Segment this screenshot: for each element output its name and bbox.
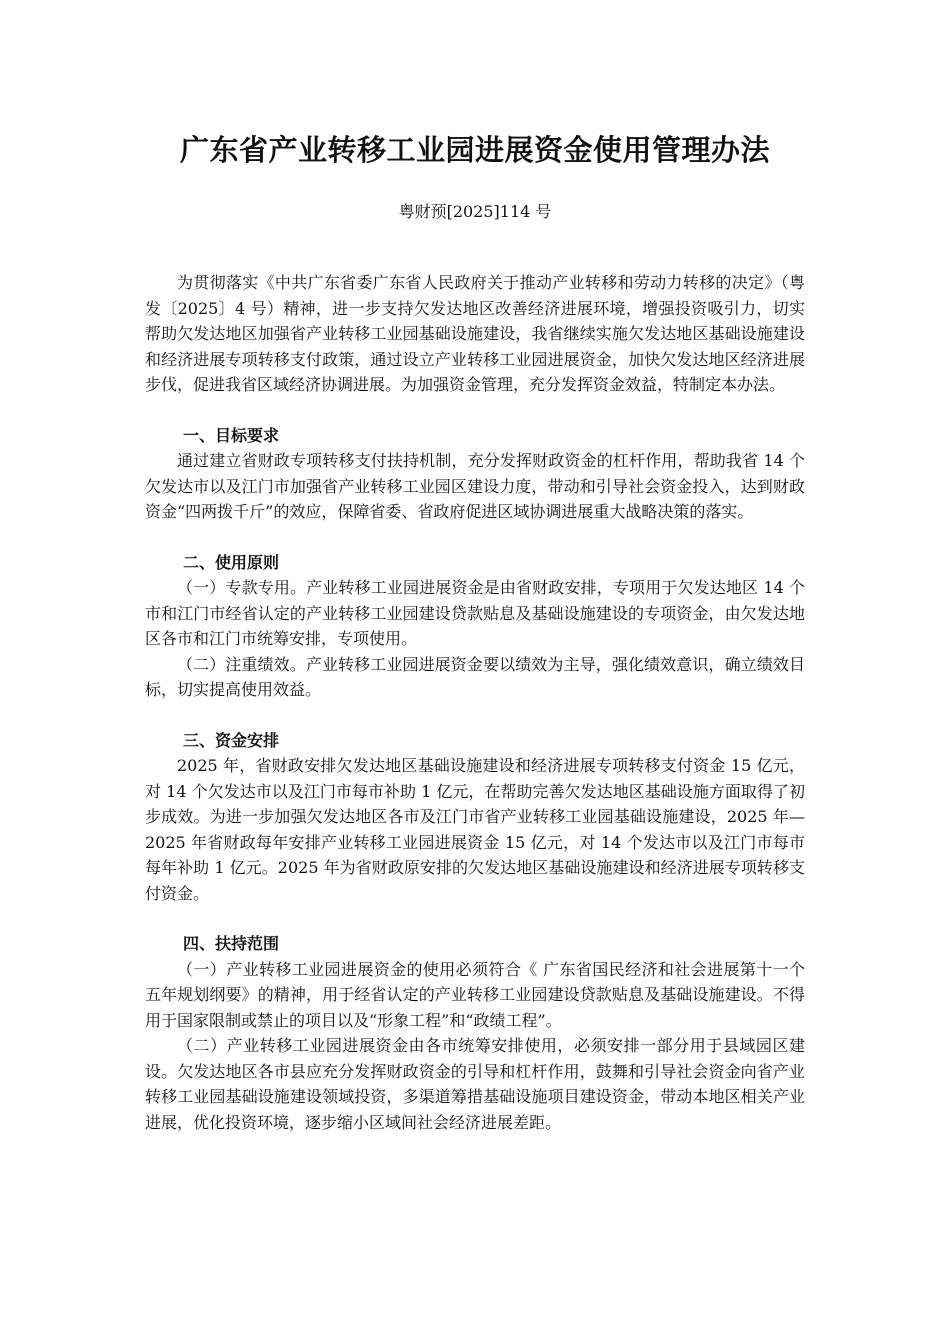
section-scope <box>145 931 805 1135</box>
section-principles <box>145 550 805 703</box>
document-title: 广东省产业转移工业园进展资金使用管理办法 <box>179 133 770 167</box>
section-paragraph: （一）产业转移工业园进展资金的使用必须符合《 广东省国民经济和社会进展第十一个五年规划纲要》的精神，用于经省认定的产业转移工业园建设贷款贴息及基础设施建设。不得用于国家限制或禁止的项目以及“形象工程”和“政绩工程”。 <box>145 959 805 1030</box>
section-paragraph: 通过建立省财政专项转移支付扶持机制，充分发挥财政资金的杠杆作用，帮助我省 14 个欠发达市以及江门市加强省产业转移工业园区建设力度，带动和引导社会资金投入，达到财政资金“四两拨千斤”的效应，保障省委、省政府促进区域协调进展重大战略决策的落实。 <box>145 451 805 521</box>
section-paragraph: （二）产业转移工业园进展资金由各市统筹安排使用，必须安排一部分用于县域园区建设。欠发达地区各市县应充分发挥财政资金的引导和杠杆作用，鼓舞和引导社会资金向省产业转移工业园基础设施建设领域投资，多渠道筹措基础设施项目建设资金，带动本地区相关产业进展，优化投资环境，逐步缩小区域间社会经济进展差距。 <box>145 1036 805 1132</box>
section-heading: 二、使用原则 <box>183 552 280 572</box>
section-funding <box>145 728 805 907</box>
section-heading: 三、资金安排 <box>183 730 280 750</box>
section-paragraph: （二）注重绩效。产业转移工业园进展资金要以绩效为主导，强化绩效意识，确立绩效目标，切实提高使用效益。 <box>145 654 805 699</box>
section-heading: 一、目标要求 <box>183 425 280 445</box>
section-goals <box>145 423 805 525</box>
section-paragraph: （一）专款专用。产业转移工业园进展资金是由省财政安排，专项用于欠发达地区 14 个市和江门市经省认定的产业转移工业园建设贷款贴息及基础设施建设的专项资金，由欠发达地区各市和江门市统筹安排，专项使用。 <box>145 578 805 648</box>
section-paragraph: 2025 年，省财政安排欠发达地区基础设施建设和经济进展专项转移支付资金 15 亿元，对 14 个欠发达市以及江门市每市补助 1 亿元，在帮助完善欠发达地区基础设施方面取得了初步成效。为进一步加强欠发达地区各市及江门市省产业转移工业园基础设施建设，2025 年—2025 年省财政每年安排产业转移工业园进展资金 15 亿元，对 14 个发达市以及江门市每市每年补助 1 亿元。2025 年为省财政原安排的欠发达地区基础设施建设和经济进展专项转移支付资金。 <box>145 756 805 903</box>
section-heading: 四、扶持范围 <box>183 934 280 953</box>
document-number: 粤财预[2025]114 号 <box>398 202 552 221</box>
document-body <box>145 270 805 1135</box>
intro-paragraph: 为贯彻落实《中共广东省委广东省人民政府关于推动产业转移和劳动力转移的决定》（粤发〔2025〕4 号）精神，进一步支持欠发达地区改善经济进展环境，增强投资吸引力，切实帮助欠发达地区加强省产业转移工业园基础设施建设，我省继续实施欠发达地区基础设施建设和经济进展专项转移支付政策，通过设立产业转移工业园进展资金，加快欠发达地区经济进展步伐，促进我省区域经济协调进展。为加强资金管理，充分发挥资金效益，特制定本办法。 <box>145 273 805 394</box>
